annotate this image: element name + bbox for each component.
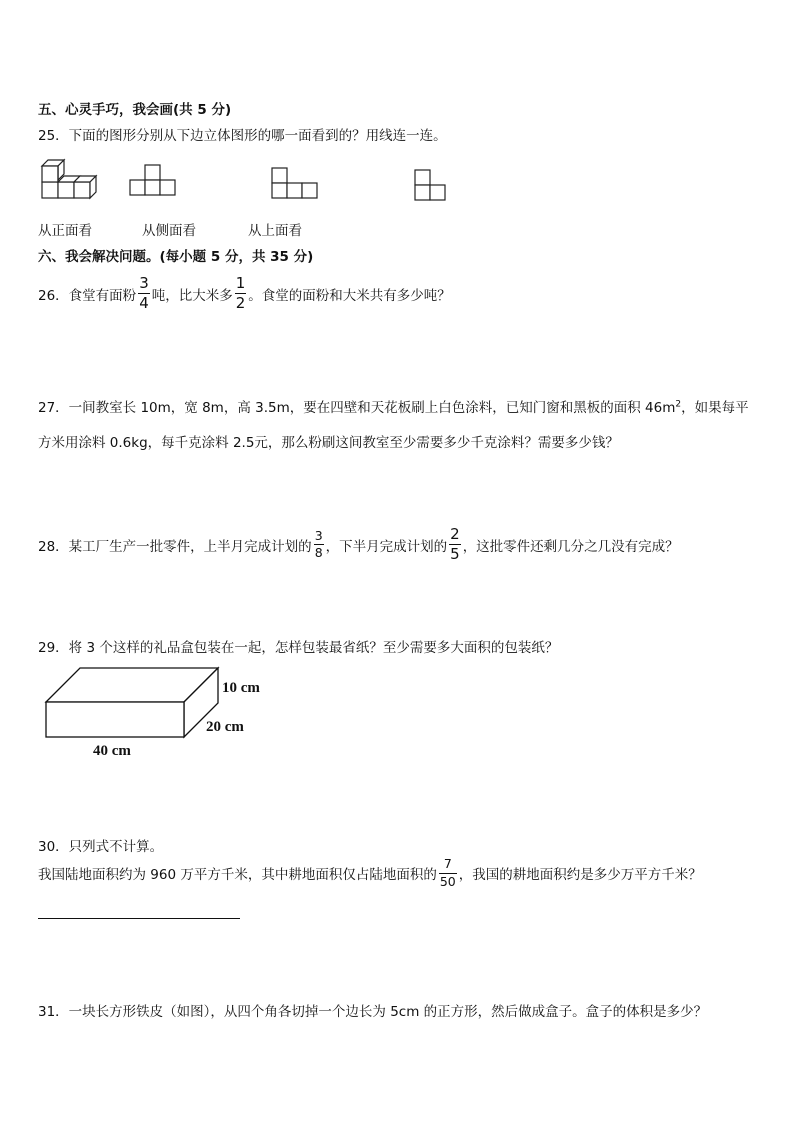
q26-text-b: 吨，比大米多 [151, 287, 233, 304]
q27-text-b: ，如果每平 [681, 400, 749, 416]
q27-line2: 方米用涂料 0.6kg，每千克涂料 2.5元，那么粉刷这间教室至少需要多少千克涂料？需要多少钱？ [38, 435, 619, 451]
q30-fraction [439, 858, 457, 888]
q29-box-diagram [44, 666, 224, 740]
q30-text-a: 我国陆地面积约为 960 万平方千米，其中耕地面积仅占陆地面积的 [38, 867, 437, 883]
q28-text-c: ，这批零件还剩几分之几没有完成？ [462, 538, 679, 555]
q27-text-a: 27．一间教室长 10m，宽 8m，高 3.5m，要在四壁和天花板刷上白色涂料，已知门窗和黑板的面积 46m [38, 400, 676, 416]
q28-f2-num: 2 [450, 525, 460, 543]
q25-view-label-top: 从上面看 [248, 223, 302, 239]
q30-text-b: ，我国的耕地面积约是多少万平方千米？ [458, 867, 702, 883]
q31-text: 31．一块长方形铁皮（如图），从四个角各切掉一个边长为 5cm 的正方形，然后做成盒子。盒子的体积是多少？ [38, 1004, 708, 1020]
q25-3d-figure [40, 158, 102, 202]
q25-view-c [415, 168, 449, 204]
q30-f-num: 7 [443, 856, 452, 871]
q28-f1-num: 3 [314, 527, 323, 543]
q26-text-c: 。食堂的面粉和大米共有多少吨？ [248, 287, 451, 304]
q28-text-a: 28．某工厂生产一批零件，上半月完成计划的 [38, 538, 312, 555]
q25-view-a [130, 163, 178, 199]
q25-view-label-side: 从侧面看 [142, 223, 196, 239]
q26-fraction-1 [138, 276, 150, 311]
q28-f2-den: 5 [450, 545, 460, 563]
q30-answer-line [38, 918, 240, 919]
q28-fraction-1 [314, 527, 324, 560]
q26-f2-den: 2 [235, 294, 246, 312]
q26-fraction-2 [235, 276, 247, 311]
q28-text-b: ，下半月完成计划的 [325, 538, 448, 555]
q30-heading: 30．只列式不计算。 [38, 839, 164, 855]
q26-f2-num: 1 [235, 274, 246, 292]
q26 [38, 276, 451, 311]
q28-fraction-2 [449, 527, 461, 562]
section6-heading: 六、我会解决问题。(每小题 5 分，共 35 分) [38, 249, 314, 265]
q30-body [38, 858, 702, 888]
q28-f1-den: 8 [314, 545, 323, 560]
q26-text-a: 26．食堂有面粉 [38, 287, 137, 304]
q28 [38, 527, 679, 562]
q25-text: 25．下面的图形分别从下边立体图形的哪一面看到的？用线连一连。 [38, 128, 447, 144]
q29-text: 29．将 3 个这样的礼品盒包装在一起，怎样包装最省纸？至少需要多大面积的包装纸？ [38, 640, 559, 656]
q25-view-b [272, 166, 320, 202]
q29-dim-width: 20 cm [206, 719, 244, 735]
section5-heading: 五、心灵手巧，我会画(共 5 分) [38, 102, 232, 118]
q27-superscript: 2 [675, 399, 682, 410]
q26-f1-num: 3 [139, 274, 149, 292]
q26-f1-den: 4 [139, 294, 149, 312]
q27-line1 [38, 396, 749, 416]
q30-f-den: 50 [439, 873, 456, 889]
q25-view-label-front: 从正面看 [38, 223, 92, 239]
q29-dim-height: 10 cm [222, 680, 260, 696]
q29-dim-length: 40 cm [93, 743, 131, 759]
